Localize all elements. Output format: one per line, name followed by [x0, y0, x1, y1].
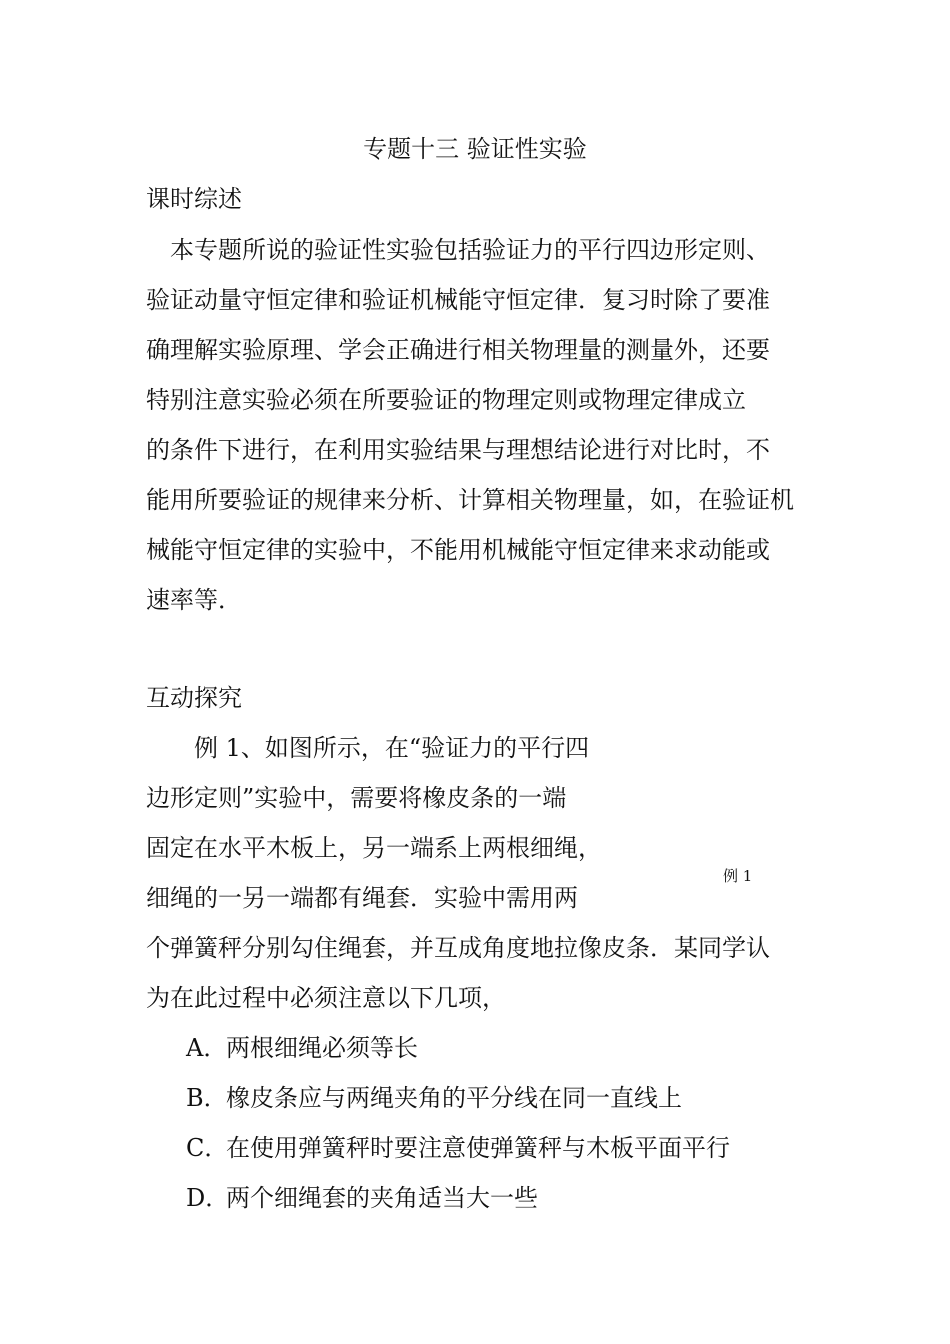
option-letter: D． [186, 1184, 230, 1212]
option-c [186, 1133, 730, 1163]
option-text: 橡皮条应与两绳夹角的平分线在同一直线上 [226, 1084, 682, 1112]
overview-line: 确理解实验原理、学会正确进行相关物理量的测量外，还要 [146, 336, 770, 364]
overview-line: 的条件下进行，在利用实验结果与理想结论进行对比时，不 [146, 436, 770, 464]
page-title: 专题十三 验证性实验 [363, 135, 587, 163]
example-line: 固定在水平木板上，另一端系上两根细绳， [146, 834, 602, 862]
overview-line: 本专题所说的验证性实验包括验证力的平行四边形定则、 [170, 236, 770, 264]
overview-line: 特别注意实验必须在所要验证的物理定则或物理定律成立 [146, 386, 746, 414]
option-b [186, 1083, 682, 1113]
option-text: 两根细绳必须等长 [226, 1034, 418, 1062]
example-line: 个弹簧秤分别勾住绳套，并互成角度地拉像皮条．某同学认 [146, 934, 770, 962]
example-line: 边形定则”实验中，需要将橡皮条的一端 [146, 784, 567, 812]
example-line: 细绳的一另一端都有绳套．实验中需用两 [146, 884, 578, 912]
example-line: 为在此过程中必须注意以下几项， [146, 984, 506, 1012]
overview-line: 速率等． [146, 586, 242, 614]
figure-label: 例 1 [723, 867, 753, 885]
option-letter: C． [186, 1134, 229, 1162]
option-a [186, 1033, 418, 1063]
section-heading-explore: 互动探究 [146, 684, 242, 712]
option-d [186, 1183, 538, 1213]
overview-line: 能用所要验证的规律来分析、计算相关物理量，如，在验证机 [146, 486, 794, 514]
overview-line: 械能守恒定律的实验中，不能用机械能守恒定律来求动能或 [146, 536, 770, 564]
section-heading-overview: 课时综述 [146, 185, 242, 213]
option-letter: B． [186, 1084, 228, 1112]
example-line: 例 1、如图所示，在“验证力的平行四 [194, 734, 590, 762]
overview-line: 验证动量守恒定律和验证机械能守恒定律．复习时除了要准 [146, 286, 770, 314]
option-text: 两个细绳套的夹角适当大一些 [226, 1184, 538, 1212]
option-text: 在使用弹簧秤时要注意使弹簧秤与木板平面平行 [226, 1134, 730, 1162]
option-letter: A． [186, 1034, 228, 1062]
